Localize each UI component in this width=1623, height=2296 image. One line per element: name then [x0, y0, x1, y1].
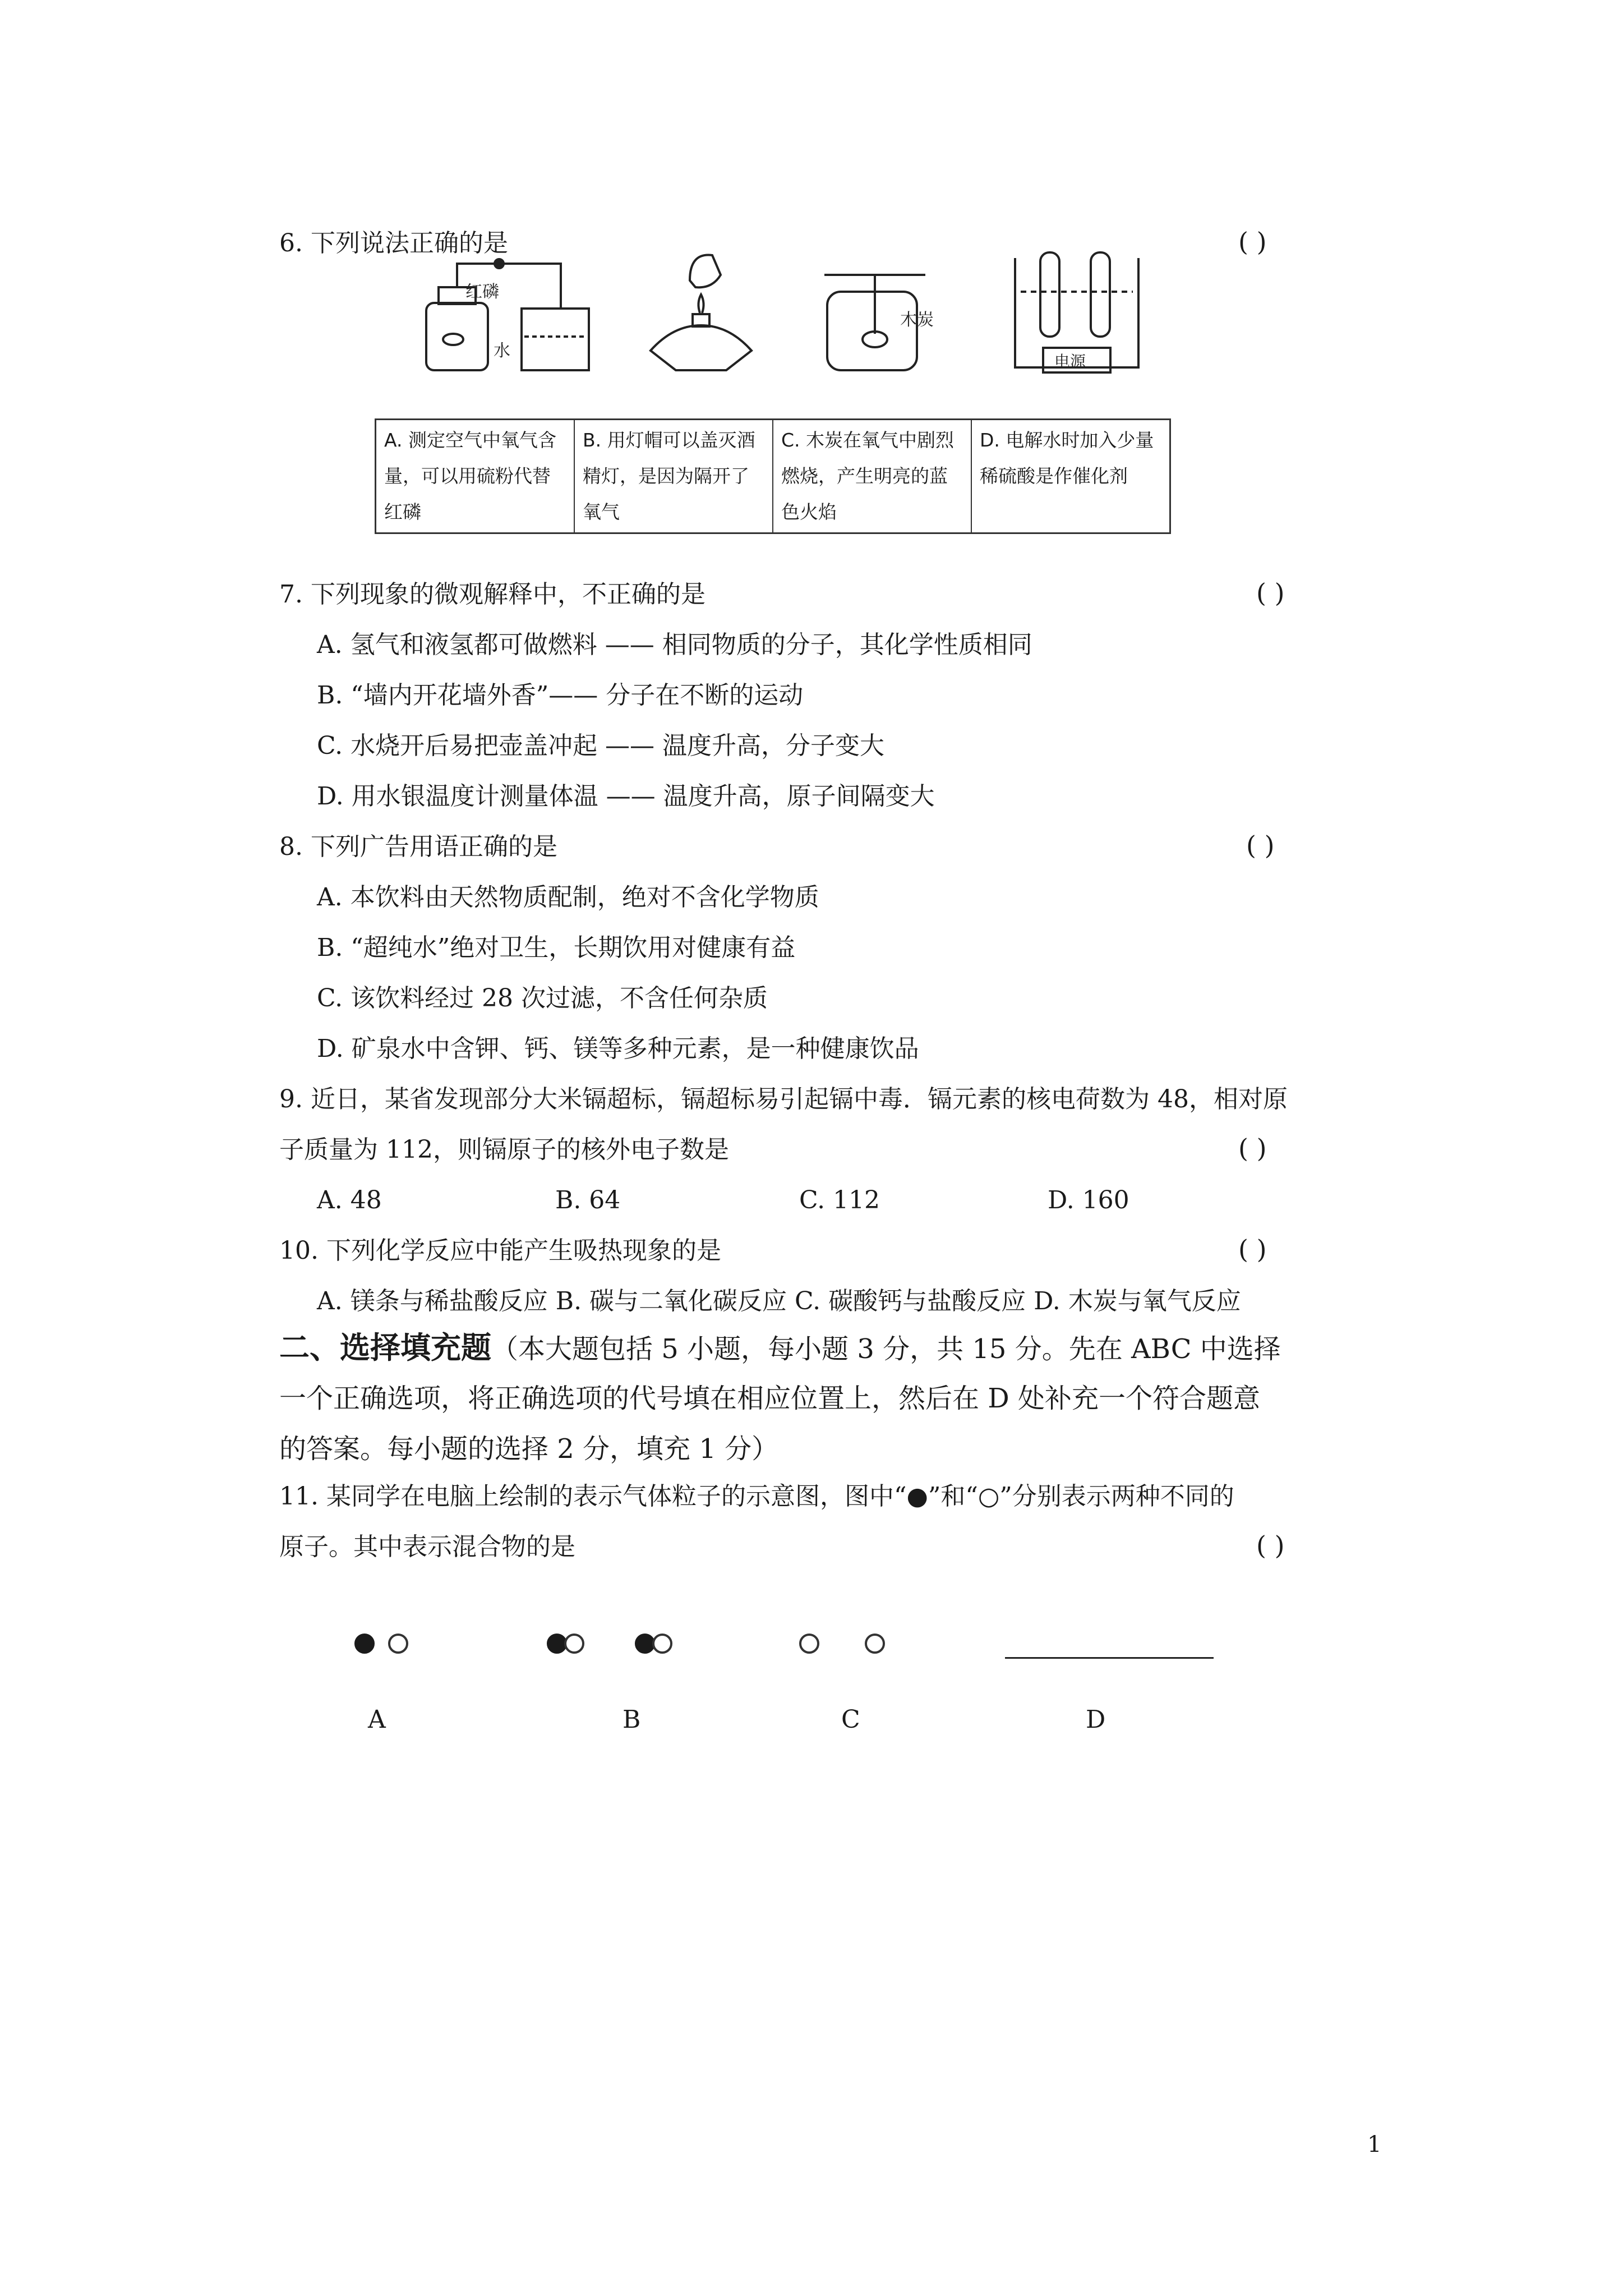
q6-answer-paren: ( ): [1238, 227, 1267, 257]
section2-header: [279, 1328, 1281, 1369]
alcohol-lamp-figure: [651, 255, 751, 370]
q7-answer-paren: ( ): [1256, 578, 1285, 608]
q7-option-d: D. 用水银温度计测量体温 —— 温度升高，原子间隔变大: [317, 782, 935, 811]
q6-stem: 6. 下列说法正确的是: [279, 229, 508, 257]
q7-option-b: B. “墙内开花墙外香”—— 分子在不断的运动: [317, 681, 804, 710]
label-power-source: 电源: [1054, 352, 1086, 371]
q8-option-d: D. 矿泉水中含钾、钙、镁等多种元素，是一种健康饮品: [317, 1034, 919, 1063]
q6-options-table: [375, 418, 1171, 534]
q11-label-d: D: [1086, 1705, 1106, 1734]
q6-option-d: D. 电解水时加入少量稀硫酸是作催化剂: [980, 429, 1154, 487]
q10-stem: 10. 下列化学反应中能产生吸热现象的是: [279, 1236, 721, 1265]
q7-option-c: C. 水烧开后易把壶盖冲起 —— 温度升高，分子变大: [317, 731, 885, 760]
q6-option-c: C. 木炭在氧气中剧烈燃烧，产生明亮的蓝色火焰: [773, 420, 972, 532]
q11-label-c: C: [841, 1705, 860, 1734]
q7-option-a: A. 氢气和液氢都可做燃料 —— 相同物质的分子，其化学性质相同: [317, 631, 1032, 659]
q8-stem: 8. 下列广告用语正确的是: [279, 832, 557, 861]
label-water: 水: [494, 341, 510, 361]
section2-note-line3: 的答案。每小题的选择 2 分，填充 1 分）: [279, 1433, 779, 1465]
q9-stem-line2: 子质量为 112，则镉原子的核外电子数是: [279, 1135, 729, 1164]
section2-title: 二、选择填充题: [279, 1330, 491, 1365]
page-number: 1: [1367, 2132, 1382, 2157]
hollow-atom-icon: [865, 1634, 885, 1654]
label-red-phosphorus: 红磷: [465, 282, 499, 302]
q8-option-c: C. 该饮料经过 28 次过滤，不含任何杂质: [317, 984, 768, 1013]
q6-option-b: B. 用灯帽可以盖灭酒精灯，是因为隔开了氧气: [575, 420, 773, 532]
hollow-atom-icon: [388, 1634, 408, 1654]
q7-stem: 7. 下列现象的微观解释中，不正确的是: [279, 580, 706, 609]
q11-label-a: A: [368, 1705, 386, 1734]
q10-options: A. 镁条与稀盐酸反应 B. 碳与二氧化碳反应 C. 碳酸钙与盐酸反应 D. 木炭与氧气反应: [317, 1287, 1241, 1315]
q11-stem-line1: 11. 某同学在电脑上绘制的表示气体粒子的示意图，图中“●”和“○”分别表示两种不同的: [279, 1482, 1234, 1511]
q9-option-c: C. 112: [799, 1186, 880, 1214]
q9-option-d: D. 160: [1048, 1186, 1129, 1214]
section2-note-line2: 一个正确选项，将正确选项的代号填在相应位置上，然后在 D 处补充一个符合题意: [279, 1383, 1261, 1414]
section2-note-line1: （本大题包括 5 小题，每小题 3 分，共 15 分。先在 ABC 中选择: [491, 1333, 1281, 1365]
q8-option-a: A. 本饮料由天然物质配制，绝对不含化学物质: [317, 883, 819, 912]
q9-option-b: B. 64: [555, 1186, 621, 1214]
filled-atom-icon: [354, 1634, 375, 1654]
q6-apparatus-figures: [409, 241, 1211, 381]
q6-option-a: A. 测定空气中氧气含量，可以用硫粉代替红磷: [376, 420, 575, 532]
q11-answer-paren: ( ): [1256, 1530, 1285, 1561]
q9-option-a: A. 48: [317, 1186, 382, 1214]
q11-label-b: B: [623, 1705, 641, 1734]
label-charcoal: 木炭: [900, 310, 934, 330]
q9-answer-paren: ( ): [1238, 1133, 1267, 1163]
hollow-atom-icon: [652, 1634, 672, 1654]
q11-stem-line2: 原子。其中表示混合物的是: [279, 1533, 575, 1561]
hollow-atom-icon: [799, 1634, 819, 1654]
q11-d-answer-blank: [1005, 1657, 1214, 1659]
q10-answer-paren: ( ): [1238, 1234, 1267, 1264]
q8-option-b: B. “超纯水”绝对卫生，长期饮用对健康有益: [317, 933, 796, 962]
q9-stem-line1: 9. 近日，某省发现部分大米镉超标，镉超标易引起镉中毒．镉元素的核电荷数为 48，相对原: [279, 1085, 1288, 1114]
q8-answer-paren: ( ): [1246, 830, 1275, 861]
hollow-atom-icon: [564, 1634, 584, 1654]
